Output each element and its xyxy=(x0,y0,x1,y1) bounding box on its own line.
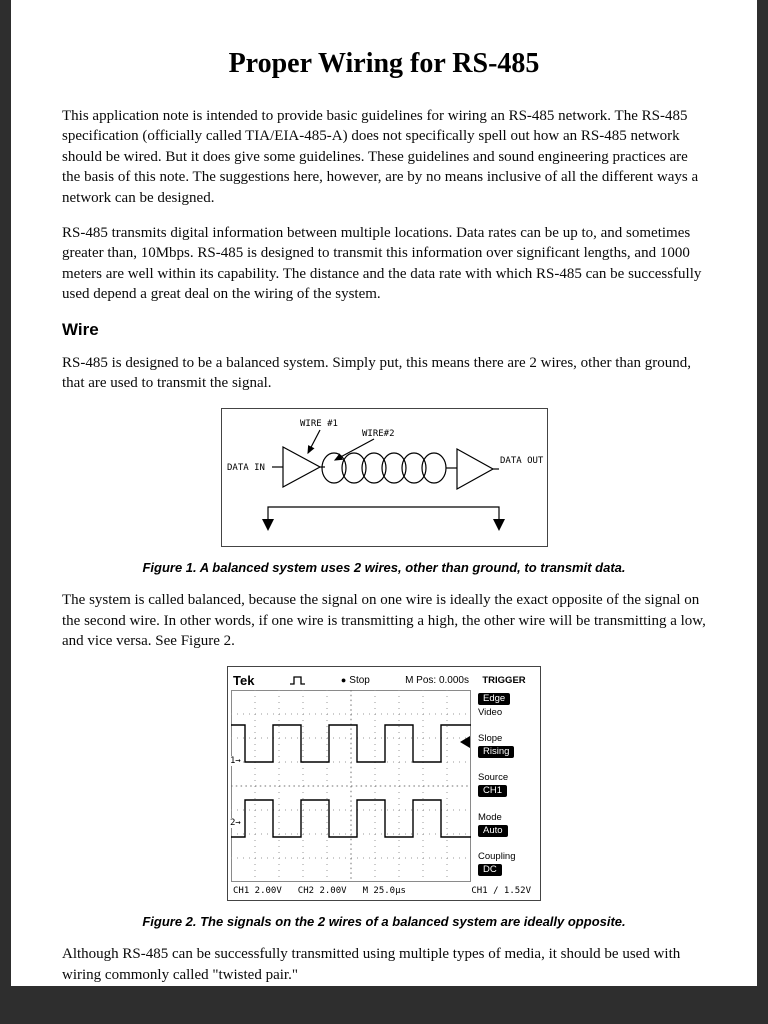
paragraph-balanced: RS-485 is designed to be a balanced system. Simply put, this means there are 2 wires, other than ground, that are used to transmit the signal. xyxy=(62,354,692,391)
timebase-readout: M 25.0µs xyxy=(362,885,406,896)
menu-group-slope xyxy=(478,733,535,758)
trigger-level-readout: CH1 ∕ 1.52V xyxy=(471,885,531,896)
document-page xyxy=(11,0,757,986)
figure1-balanced-system-diagram xyxy=(221,408,548,547)
trigger-menu-title: TRIGGER xyxy=(482,674,526,686)
record-stop-icon: ● xyxy=(340,674,347,685)
receiver-triangle xyxy=(457,449,493,489)
scope-readout-bar xyxy=(231,883,537,898)
menu-label-source: Source xyxy=(478,772,509,784)
ch1-scale-readout: CH1 2.00V xyxy=(233,885,282,896)
menu-group-type xyxy=(478,693,535,718)
data-out-label: DATA OUT xyxy=(499,456,543,467)
graticule-grid xyxy=(231,690,471,882)
run-state-label: Stop xyxy=(349,674,370,686)
menu-value-rising: Rising xyxy=(478,746,514,758)
menu-value-ch1: CH1 xyxy=(478,785,507,797)
scope-header-left xyxy=(231,673,471,688)
tek-logo: Tek xyxy=(233,672,255,688)
figure2-oscilloscope-capture xyxy=(227,666,541,901)
menu-label-mode: Mode xyxy=(478,811,502,823)
menu-value-dc: DC xyxy=(478,864,502,876)
ground-arrow-left-icon xyxy=(262,519,274,531)
scope-header xyxy=(231,670,537,690)
trigger-side-menu xyxy=(471,690,535,882)
paragraph-opposite-signals: The system is called balanced, because the signal on one wire is ideally the exact opposite of the signal on the second wire. In other words, if one wire is transmitting a high, the other wire will be transmitting a low, and vice versa. See Figure 2. xyxy=(62,592,706,650)
paragraph-twisted-pair: Although RS-485 can be successfully transmitted using multiple types of media, it should be used with wiring commonly called "twisted pair." xyxy=(62,946,681,983)
menu-group-mode xyxy=(478,812,535,837)
page-title: Proper Wiring for RS-485 xyxy=(228,48,540,79)
menu-group-source xyxy=(478,772,535,797)
pulse-icon xyxy=(290,675,306,686)
figure1-drawing xyxy=(222,409,547,546)
wire2-pointer-arrow-icon xyxy=(335,439,374,460)
figure2-caption: Figure 2. The signals on the 2 wires of a balanced system are ideally opposite. xyxy=(142,914,626,930)
acquisition-status xyxy=(341,675,370,686)
m-pos-readout: M Pos: 0.000s xyxy=(405,674,469,686)
ch2-scale-readout: CH2 2.00V xyxy=(297,885,347,896)
ground-bus-line xyxy=(268,507,499,519)
figure1-caption: Figure 1. A balanced system uses 2 wires, other than ground, to transmit data. xyxy=(142,560,626,576)
section-heading-wire: Wire xyxy=(62,319,99,339)
paragraph-intro: This application note is intended to provide basic guidelines for wiring an RS-485 network. The RS-485 specification (officially called TIA/EIA-485-A) does not specifically spell out how an RS-485 network should be wired. But it does give some guidelines. These guidelines and sound engineering practices are the basis of this note. The suggestions here, however, are by no means inclusive of all the different ways a network can be designed. xyxy=(62,108,699,206)
wire1-pointer-arrow-icon xyxy=(308,430,320,453)
menu-value-auto: Auto xyxy=(478,825,508,837)
menu-label-coupling: Coupling xyxy=(478,851,516,863)
wire1-label: WIRE #1 xyxy=(299,419,338,430)
ground-arrow-right-icon xyxy=(493,519,505,531)
scope-display xyxy=(231,690,471,882)
wire2-label: WIRE#2 xyxy=(361,429,395,440)
menu-item-edge: Edge xyxy=(478,693,510,705)
data-in-label: DATA IN xyxy=(226,463,265,474)
menu-label-slope: Slope xyxy=(478,732,503,744)
driver-triangle xyxy=(283,447,320,487)
menu-group-coupling xyxy=(478,851,535,876)
scope-graticule xyxy=(231,690,471,882)
ch1-position-marker: 1→ xyxy=(230,756,241,767)
scope-body xyxy=(231,690,537,882)
ch2-position-marker: 2→ xyxy=(230,818,241,829)
paragraph-overview: RS-485 transmits digital information between multiple locations. Data rates can be up to, and sometimes greater than, 10Mbps. RS-485 is designed to transmit this information over significant lengths, and 1000 meters are well within its capability. The distance and the data rate with which RS-485 can be successfully used depend a great deal on the wiring of the system. xyxy=(62,224,702,303)
menu-item-video: Video xyxy=(478,707,503,719)
